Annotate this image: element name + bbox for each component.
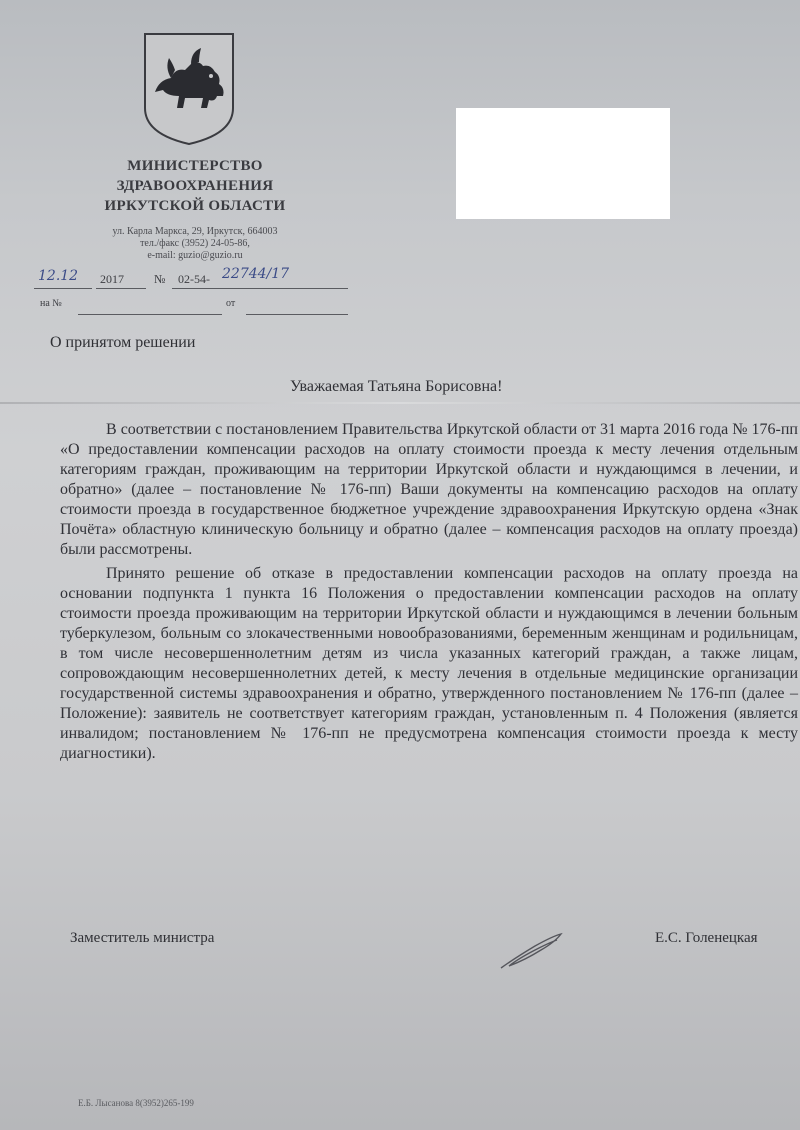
ministry-address: [60, 226, 330, 262]
handwritten-signature: [495, 928, 570, 973]
coat-of-arms-logo: [141, 30, 237, 146]
address-line: e-mail: guzio@guzio.ru: [147, 250, 243, 261]
signatory-name: Е.С. Голенецкая: [655, 930, 758, 946]
handwritten-date: 12.12: [38, 268, 79, 284]
reply-to-label: на №: [40, 298, 62, 309]
reg-number-label: №: [154, 272, 166, 286]
executor-note: Е.Б. Лысанова 8(3952)265-199: [78, 1098, 194, 1108]
ministry-line: МИНИСТЕРСТВО: [127, 158, 263, 174]
date-underline: [34, 288, 92, 289]
body-paragraph: Принято решение об отказе в предоставлении компенсации расходов на оплату проезда на основании подпункта 1 пункта 16 Положения о предоставлении компенсации расходов на оплату стоимости проезда проживающим на территории Иркутской области и нуждающимся в лечении больным туберкулезом, больным со злокачественными новообразованиями, беременным женщинам и родильницам, в том числе несовершеннолетним детям из числа указанных категорий граждан, а также лицам, сопровождающим несовершеннолетних детей, к месту лечения в отдельные медицинские организации государственной системы здравоохранения и обратно, утвержденного постановлением № 176-пп (далее – Положение): заявитель не соответствует категориям граждан, установленным п. 4 Положения (является инвалидом; постановлением № 176-пп не предусмотрена компенсация стоимости проезда к месту диагностики).: [60, 565, 798, 762]
reg-number-underline: [172, 288, 348, 289]
body-paragraph: В соответствии с постановлением Правительства Иркутской области от 31 марта 2016 года № 176-пп «О предоставлении компенсации расходов на оплату стоимости проезда к месту лечения отдельным категориям граждан, проживающим на территории Иркутской области и нуждающимся в лечении, и обратно» (далее – постановление № 176-пп) Ваши документы на компенсацию расходов на оплату стоимости проезда в государственное бюджетное учреждение здравоохранения Иркутскую ордена «Знак Почёта» областную клиническую больницу и обратно (далее – компенсация расходов на оплату проезда) были рассмотрены.: [60, 421, 798, 558]
reply-number-line: [78, 314, 222, 315]
redacted-recipient-block: [456, 108, 670, 219]
ministry-line: ИРКУТСКОЙ ОБЛАСТИ: [104, 198, 286, 214]
ministry-line: ЗДРАВООХРАНЕНИЯ: [116, 178, 274, 194]
letter-subject: О принятом решении: [50, 334, 196, 351]
year-underline: [96, 288, 146, 289]
signatory-position: Заместитель министра: [70, 930, 215, 946]
ministry-name: [60, 156, 330, 216]
reg-year: 2017: [100, 272, 124, 286]
paper-fold: [0, 402, 800, 404]
address-line: ул. Карла Маркса, 29, Иркутск, 664003: [112, 226, 278, 237]
reg-number-prefix: 02-54-: [178, 272, 210, 286]
letter-greeting: Уважаемая Татьяна Борисовна!: [290, 378, 503, 395]
reply-date-line: [246, 314, 348, 315]
letter-body: [60, 420, 798, 764]
reply-from-label: от: [226, 298, 236, 309]
handwritten-reg-number: 22744/17: [222, 266, 290, 282]
address-line: тел./факс (3952) 24-05-86,: [140, 238, 250, 249]
